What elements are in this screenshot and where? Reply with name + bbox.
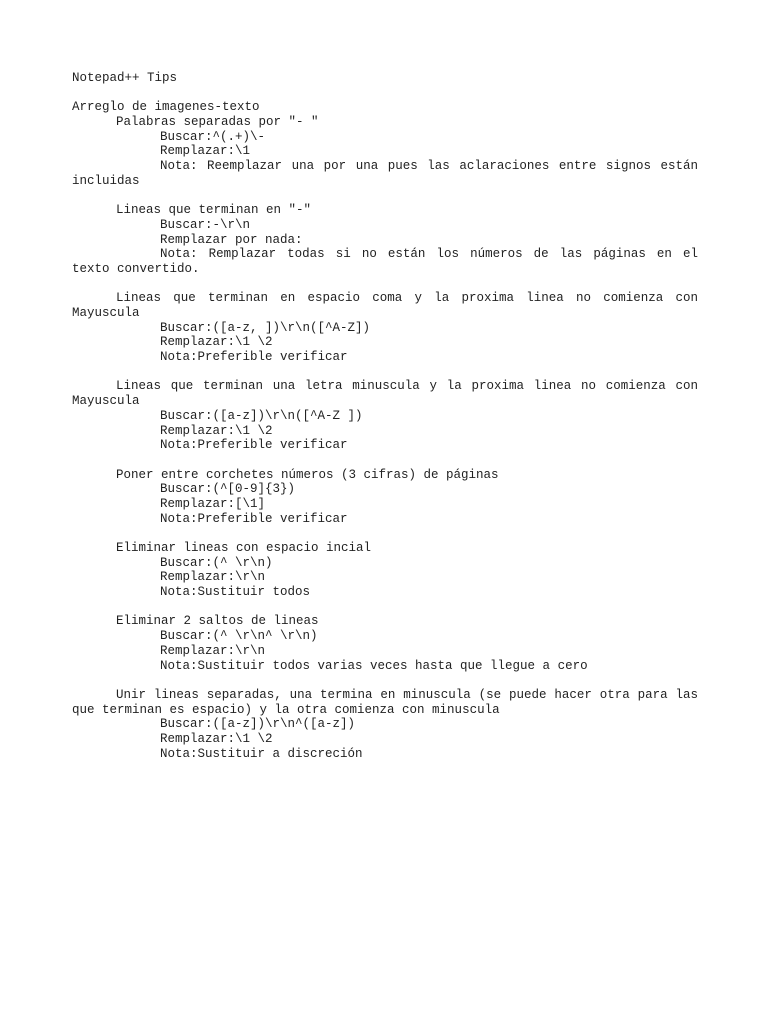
tip-5 bbox=[72, 468, 698, 527]
tip-find: Buscar:(^ \r\n) bbox=[160, 555, 273, 570]
tip-note: Nota:Preferible verificar bbox=[160, 511, 348, 526]
tip-replace: Remplazar:\1 \2 bbox=[160, 731, 273, 746]
tip-replace: Remplazar:\1 \2 bbox=[160, 335, 273, 350]
section-heading: Arreglo de imagenes-texto bbox=[72, 100, 260, 115]
tip-title: Poner entre corchetes números (3 cifras) de páginas bbox=[116, 467, 499, 482]
tip-find: Buscar:([a-z])\r\n^([a-z]) bbox=[160, 717, 356, 732]
tip-title: Eliminar lineas con espacio incial bbox=[116, 541, 372, 555]
tip-title-continued: Mayuscula bbox=[72, 306, 140, 320]
tip-title: Unir lineas separadas, una termina en minuscula (se puede hacer otra para las bbox=[116, 687, 698, 702]
tip-replace: Remplazar:\r\n bbox=[160, 643, 266, 658]
tip-note-continued: incluidas bbox=[72, 173, 140, 188]
tip-note: Nota: Remplazar todas si no están los números de las páginas en el bbox=[160, 247, 698, 262]
tip-replace: Remplazar:\r\n bbox=[160, 570, 266, 585]
tip-find: Buscar:^(.+)\- bbox=[160, 129, 266, 144]
tip-note: Nota:Sustituir todos varias veces hasta que llegue a cero bbox=[160, 658, 588, 673]
tip-replace: Remplazar:[\1] bbox=[160, 496, 266, 511]
tip-title-continued: Mayuscula bbox=[72, 394, 140, 409]
tip-note: Nota:Sustituir a discreción bbox=[160, 746, 363, 761]
tip-3 bbox=[72, 291, 698, 364]
tip-note: Nota:Preferible verificar bbox=[160, 350, 348, 365]
tip-replace: Remplazar por nada: bbox=[160, 232, 303, 247]
tip-6 bbox=[72, 541, 698, 600]
document-title: Notepad++ Tips bbox=[72, 71, 178, 85]
document-page bbox=[72, 71, 698, 761]
tip-2 bbox=[72, 203, 698, 276]
tip-note-continued: texto convertido. bbox=[72, 261, 200, 276]
tip-title: Eliminar 2 saltos de lineas bbox=[116, 614, 319, 629]
tip-note: Nota: Reemplazar una por una pues las aclaraciones entre signos están bbox=[160, 159, 698, 174]
tip-replace: Remplazar:\1 bbox=[160, 144, 251, 159]
tip-note: Nota:Sustituir todos bbox=[160, 585, 311, 600]
tip-find: Buscar:(^ \r\n^ \r\n) bbox=[160, 629, 318, 644]
tip-find: Buscar:(^[0-9]{3}) bbox=[160, 482, 296, 497]
tip-title: Lineas que terminan en espacio coma y la proxima linea no comienza con bbox=[116, 291, 698, 306]
tip-7 bbox=[72, 614, 698, 673]
tip-find: Buscar:([a-z, ])\r\n([^A-Z]) bbox=[160, 320, 371, 335]
tip-title: Lineas que terminan una letra minuscula y la proxima linea no comienza con bbox=[116, 379, 698, 394]
tip-find: Buscar:([a-z])\r\n([^A-Z ]) bbox=[160, 408, 363, 423]
tip-title-continued: que terminan es espacio) y la otra comienza con minuscula bbox=[72, 702, 500, 717]
tip-note: Nota:Preferible verificar bbox=[160, 438, 348, 453]
tip-title: Lineas que terminan en "-" bbox=[116, 203, 312, 218]
tip-find: Buscar:-\r\n bbox=[160, 217, 251, 232]
tip-title: Palabras separadas por "- " bbox=[116, 115, 319, 130]
tip-1 bbox=[72, 115, 698, 188]
tip-4 bbox=[72, 379, 698, 452]
tip-8 bbox=[72, 688, 698, 761]
tip-replace: Remplazar:\1 \2 bbox=[160, 423, 273, 438]
